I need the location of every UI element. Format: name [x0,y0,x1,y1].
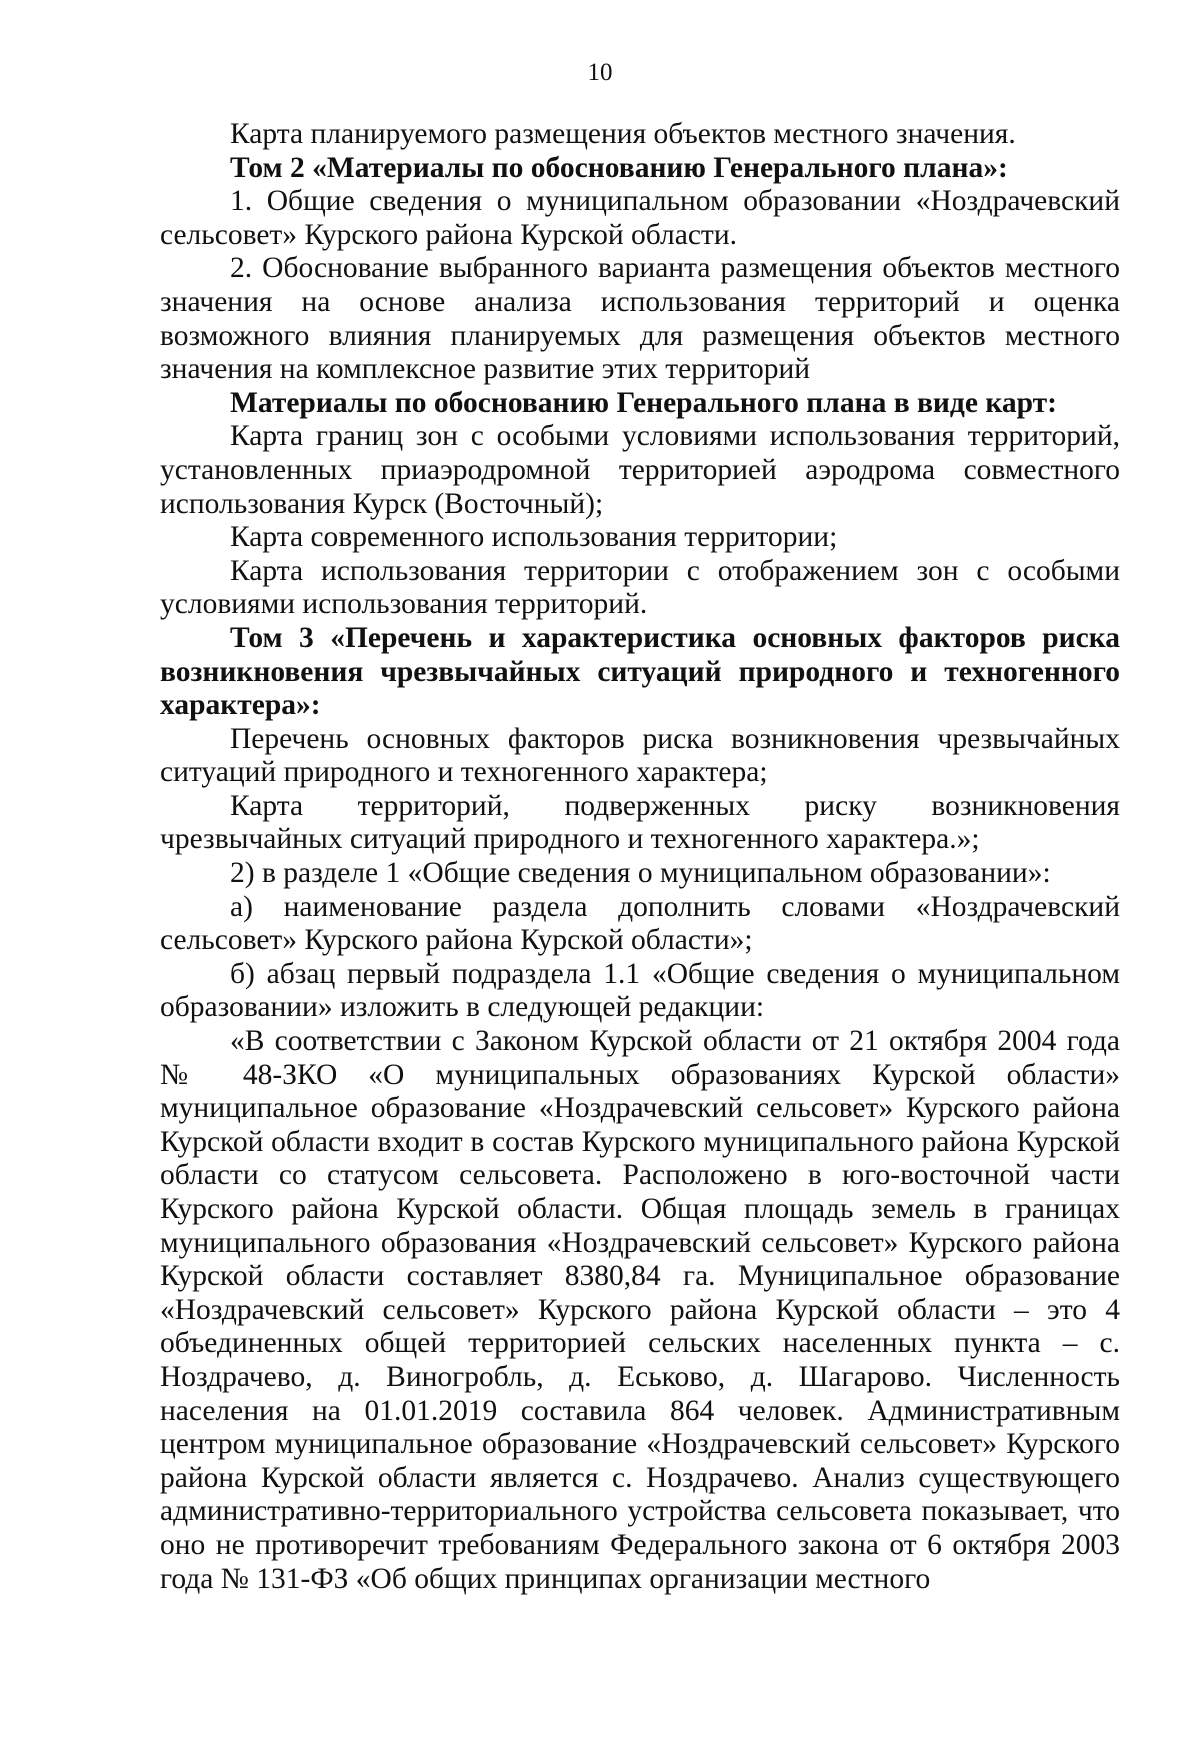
paragraph-map-current-use: Карта современного использования территории; [230,521,838,554]
document-body [160,118,1120,1596]
page-number: 10 [587,59,613,86]
paragraph-map-use-zones: Карта использования территории с отображением зон с особыми условиями использования территорий. [160,554,1120,621]
heading-volume-2: Том 2 «Материалы по обоснованию Генерального плана»: [230,151,1008,184]
heading-volume-3: Том 3 «Перечень и характеристика основных факторов риска возникновения чрезвычайных ситуаций природного и техногенного характера»: [160,621,1120,722]
paragraph-map-risk-territories: Карта территорий, подверженных риску возникновения чрезвычайных ситуаций природного и техногенного характера.»; [160,789,1120,856]
paragraph-item-a: а) наименование раздела дополнить словами «Ноздрачевский сельсовет» Курского района Курской области»; [160,890,1120,957]
paragraph-map-zones-airfield: Карта границ зон с особыми условиями использования территорий, установленных приаэродромной территорией аэродрома совместного использования Курск (Восточный); [160,420,1120,520]
paragraph-item-b: б) абзац первый подраздела 1.1 «Общие сведения о муниципальном образовании» изложить в следующей редакции: [160,957,1120,1024]
paragraph-new-wording: «В соответствии с Законом Курской области от 21 октября 2004 года № 48-ЗКО «О муниципальных образованиях Курской области» муниципальное образование «Ноздрачевский сельсовет» Курского района Курской области входит в состав Курского муниципального района Курской области со статусом сельсовета. Расположено в юго-восточной части Курского района Курской области. Общая площадь земель в границах муниципального образования «Ноздрачевский сельсовет» Курского района Курской области составляет 8380,84 га. Муниципальное образование «Ноздрачевский сельсовет» Курского района Курской области – это 4 объединенных общей территорией сельских населенных пункта – с. Ноздрачево, д. Виногробль, д. Еськово, д. Шагарово. Численность населения на 01.01.2019 составила 864 человек. Административным центром муниципальное образование «Ноздрачевский сельсовет» Курского района Курской области является с. Ноздрачево. Анализ существующего административно-территориального устройства сельсовета показывает, что оно не противоречит требованиям Федерального закона от 6 октября 2003 года № 131-ФЗ «Об общих принципах организации местного [160,1025,1120,1595]
heading-maps-materials: Материалы по обоснованию Генерального плана в виде карт: [230,386,1057,419]
paragraph-general-info: 1. Общие сведения о муниципальном образовании «Ноздрачевский сельсовет» Курского района Курской области. [160,185,1120,251]
paragraph-risk-factors-list: Перечень основных факторов риска возникновения чрезвычайных ситуаций природного и техногенного характера; [160,722,1120,789]
paragraph-map-local-objects: Карта планируемого размещения объектов местного значения. [230,118,1016,150]
paragraph-section-1-amendment: 2) в разделе 1 «Общие сведения о муниципальном образовании»: [230,857,1051,890]
paragraph-justification: 2. Обоснование выбранного варианта размещения объектов местного значения на основе анализа использования территорий и оценка возможного влияния планируемых для размещения объектов местного значения на комплексное развитие этих территорий [160,252,1120,386]
